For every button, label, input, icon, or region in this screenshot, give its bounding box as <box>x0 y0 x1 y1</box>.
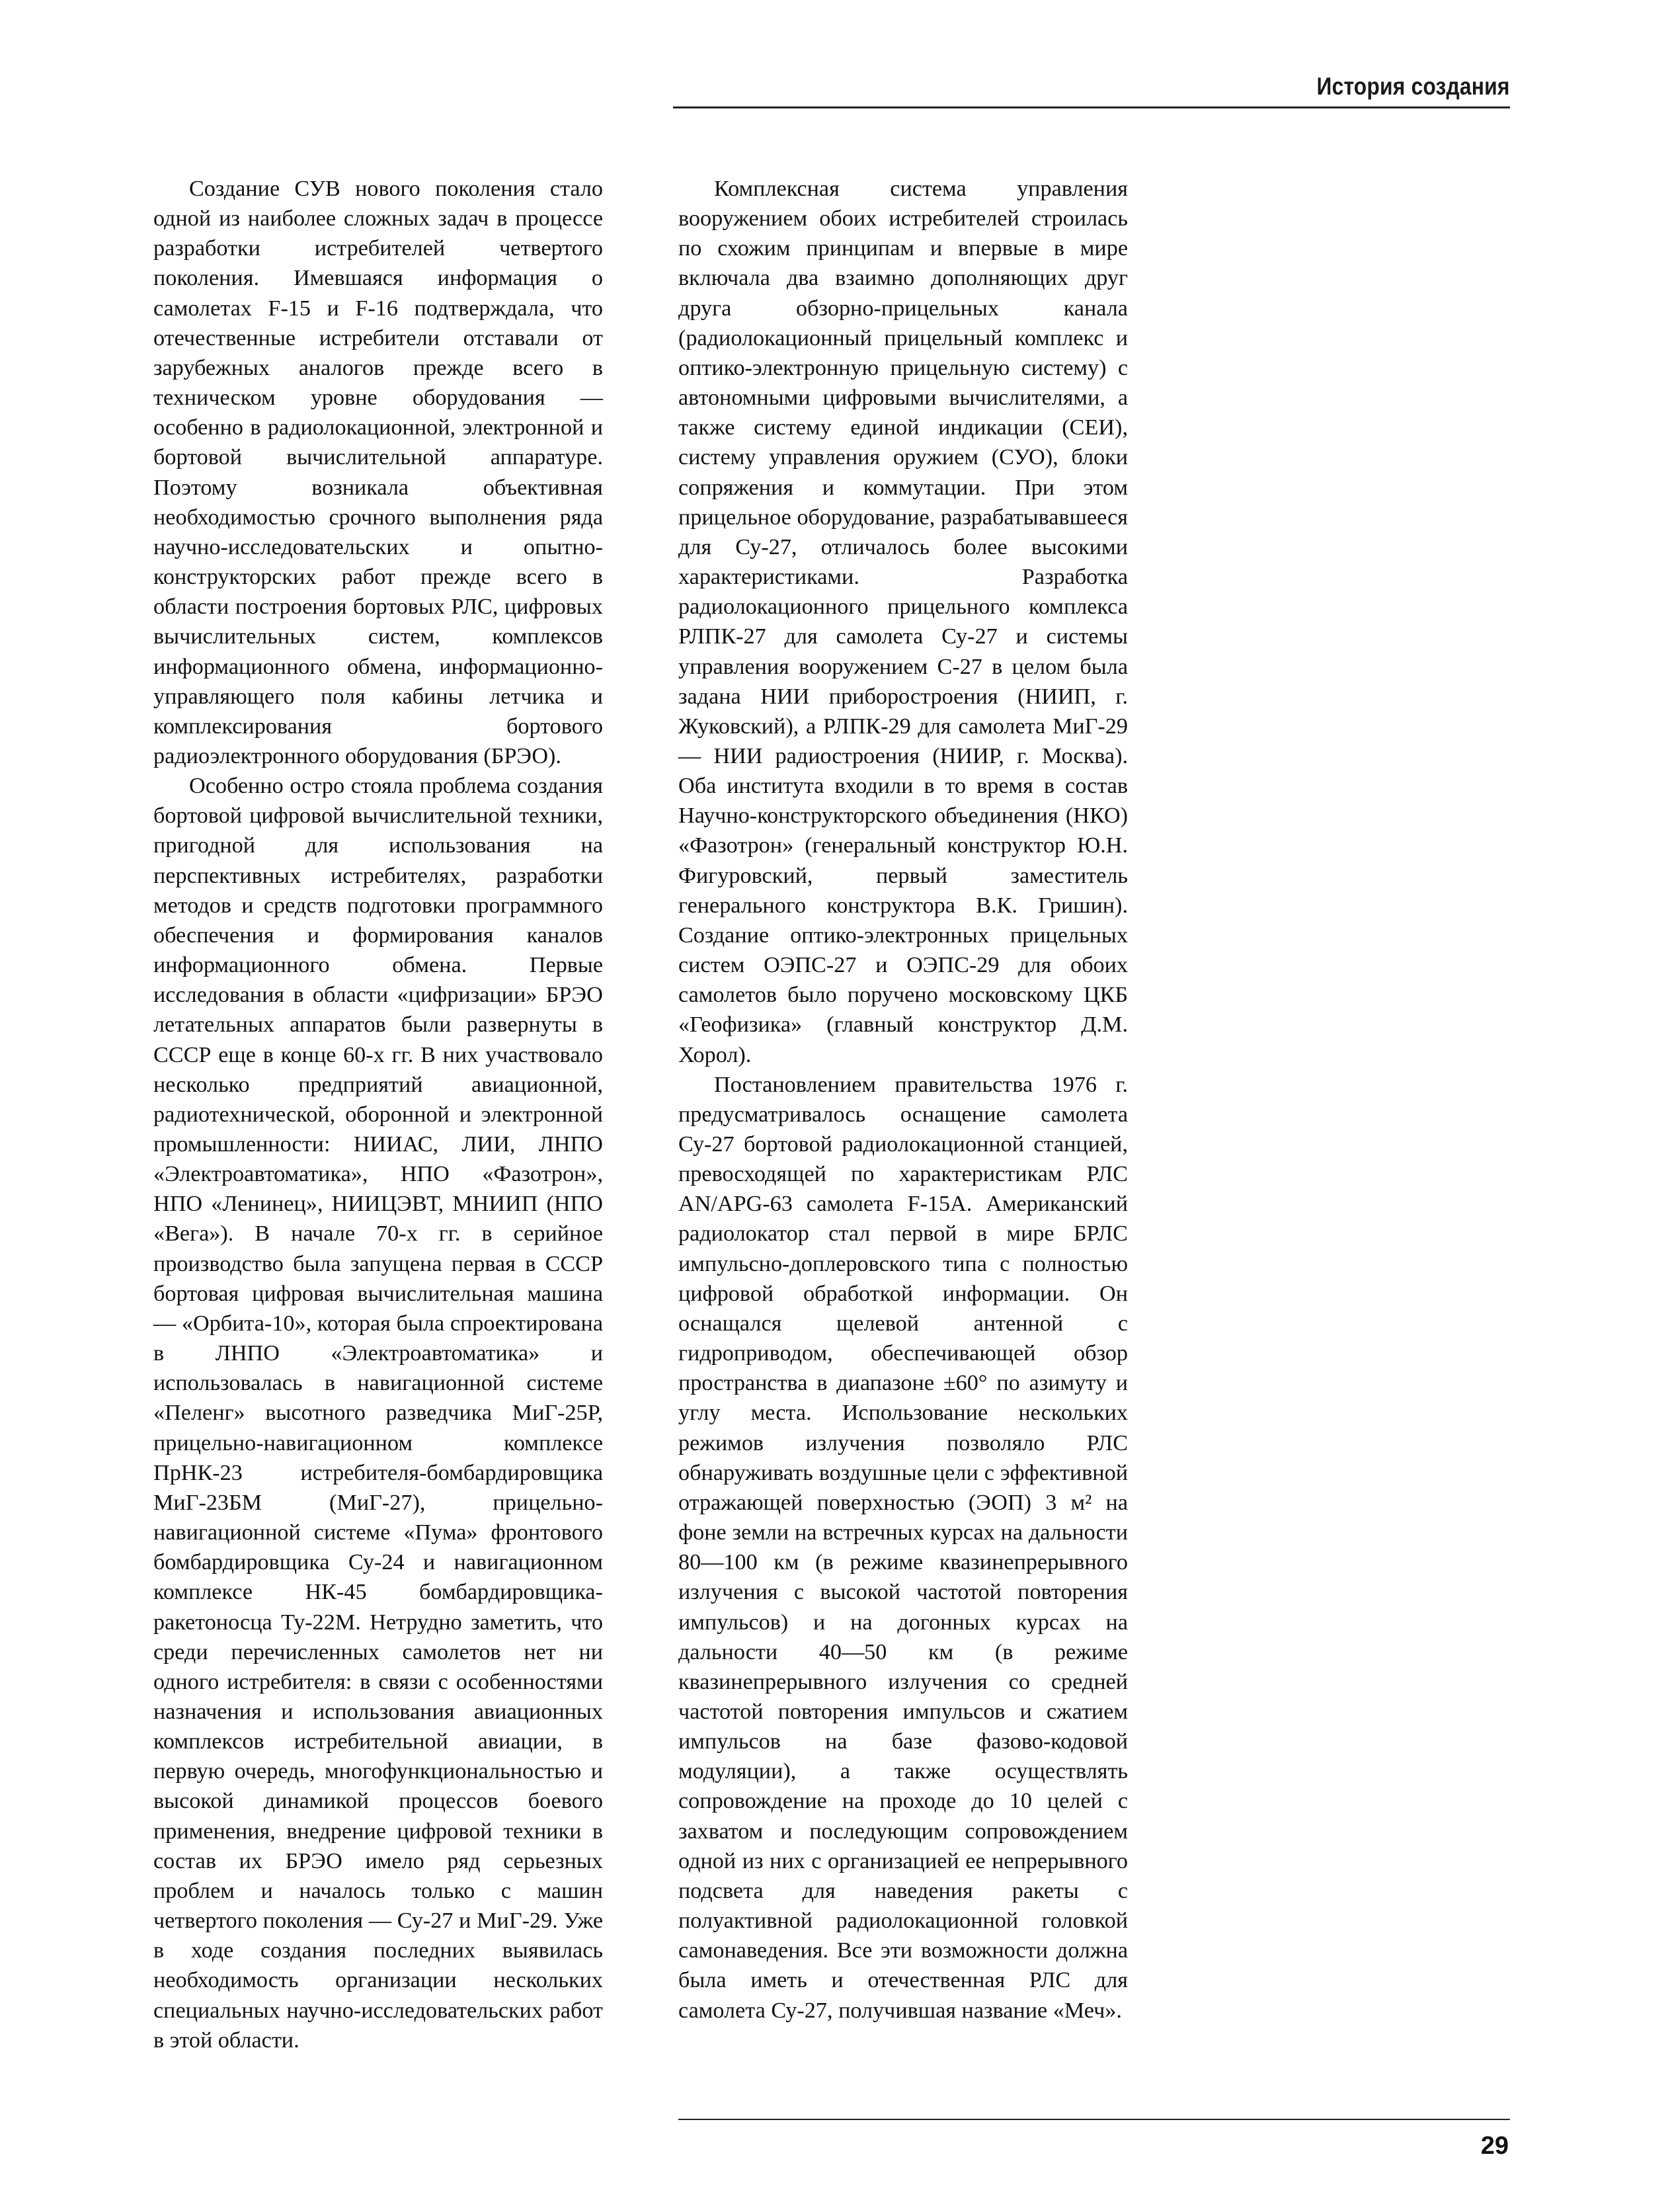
header-rule <box>673 106 1510 108</box>
left-column <box>153 174 603 2055</box>
running-head: История создания <box>1316 73 1510 100</box>
paragraph: Создание СУВ нового поколения стало одной из наиболее сложных задач в процессе разработки истребителей четвертого поколения. Имевшаяся информация о самолетах F-15 и F-16 подтверждала, что отечественные истребители отставали от зарубежных аналогов прежде всего в техническом уровне оборудования — особенно в радиолокационной, электронной и бортовой вычислительной аппаратуре. Поэтому возникала объективная необходимостью срочного выполнения ряда научно-исследовательских и опытно-конструкторских работ прежде всего в области построения бортовых РЛС, цифровых вычислительных систем, комплексов информационного обмена, информационно-управляющего поля кабины летчика и комплексирования бортового радиоэлектронного оборудования (БРЭО). <box>153 177 603 768</box>
page-number: 29 <box>1480 2132 1509 2160</box>
paragraph: Комплексная система управления вооружением обоих истребителей строилась по схожим принципам и впервые в мире включала два взаимно дополняющих друг друга обзорно-прицельных канала (радиолокационный прицельный комплекс и оптико-электронную прицельную систему) с автономными цифровыми вычислителями, а также систему единой индикации (СЕИ), систему управления оружием (СУО), блоки сопряжения и коммутации. При этом прицельное оборудование, разрабатывавшееся для Су-27, отличалось более высокими характеристиками. Разработка радиолокационного прицельного комплекса РЛПК-27 для самолета Су-27 и системы управления вооружением С-27 в целом была задана НИИ приборостроения (НИИП, г. Жуковский), а РЛПК-29 для самолета МиГ-29 — НИИ радиостроения (НИИР, г. Москва). Оба института входили в то время в состав Научно-конструкторского объединения (НКО) «Фазотрон» (генеральный конструктор Ю.Н. Фигуровский, первый заместитель генерального конструктора В.К. Гришин). Создание оптико-электронных прицельных систем ОЭПС-27 и ОЭПС-29 для обоих самолетов было поручено московскому ЦКБ «Геофизика» (главный конструктор Д.М. Хорол). <box>678 177 1128 1067</box>
paragraph: Особенно остро стояла проблема создания бортовой цифровой вычислительной техники, пригодной для использования на перспективных истребителях, разработки методов и средств подготовки программного обеспечения и формирования каналов информационного обмена. Первые исследования в области «цифризации» БРЭО летательных аппаратов были развернуты в СССР еще в конце 60-х гг. В них участвовало несколько предприятий авиационной, радиотехнической, оборонной и электронной промышленности: НИИАС, ЛИИ, ЛНПО «Электроавтоматика», НПО «Фазотрон», НПО «Ленинец», НИИЦЭВТ, МНИИП (НПО «Вега»). В начале 70-х гг. в серийное производство была запущена первая в СССР бортовая цифровая вычислительная машина — «Орбита-10», которая была спроектирована в ЛНПО «Электроавтоматика» и использовалась в навигационной системе «Пеленг» высотного разведчика МиГ-25Р, прицельно-навигационном комплексе ПрНК-23 истребителя-бомбардировщика МиГ-23БМ (МиГ-27), прицельно-навигационной системе «Пума» фронтового бомбардировщика Су-24 и навигационном комплексе НК-45 бомбардировщика-ракетоносца Ту-22М. Нетрудно заметить, что среди перечисленных самолетов нет ни одного истребителя: в связи с особенностями назначения и использования авиационных комплексов истребительной авиации, в первую очередь, многофункциональностью и высокой динамикой процессов боевого применения, внедрение цифровой техники в состав их БРЭО имело ряд серьезных проблем и началось только с машин четвертого поколения — Су-27 и МиГ-29. Уже в ходе создания последних выявилась необходимость организации нескольких специальных научно-исследовательских работ в этой области. <box>153 774 603 2053</box>
paragraph: Постановлением правительства 1976 г. предусматривалось оснащение самолета Су-27 бортовой радиолокационной станцией, превосходящей по характеристикам РЛС AN/APG-63 самолета F-15A. Американский радиолокатор стал первой в мире БРЛС импульсно-доплеровского типа с полностью цифровой обработкой информации. Он оснащался щелевой антенной с гидроприводом, обеспечивающей обзор пространства в диапазоне ±60° по азимуту и углу места. Использование нескольких режимов излучения позволяло РЛС обнаруживать воздушные цели с эффективной отражающей поверхностью (ЭОП) 3 м² на фоне земли на встречных курсах на дальности 80—100 км (в режиме квазинепрерывного излучения с высокой частотой повторения импульсов) и на догонных курсах на дальности 40—50 км (в режиме квазинепрерывного излучения со средней частотой повторения импульсов и сжатием импульсов на базе фазово-кодовой модуляции), а также осуществлять сопровождение на проходе до 10 целей с захватом и последующим сопровождением одной из них с организацией ее непрерывного подсвета для наведения ракеты с полуактивной радиолокационной головкой самонаведения. Все эти возможности должна была иметь и отечественная РЛС для самолета Су-27, получившая название «Меч». <box>678 1072 1128 2023</box>
right-column <box>678 174 1128 2026</box>
footer-rule <box>678 2119 1510 2120</box>
